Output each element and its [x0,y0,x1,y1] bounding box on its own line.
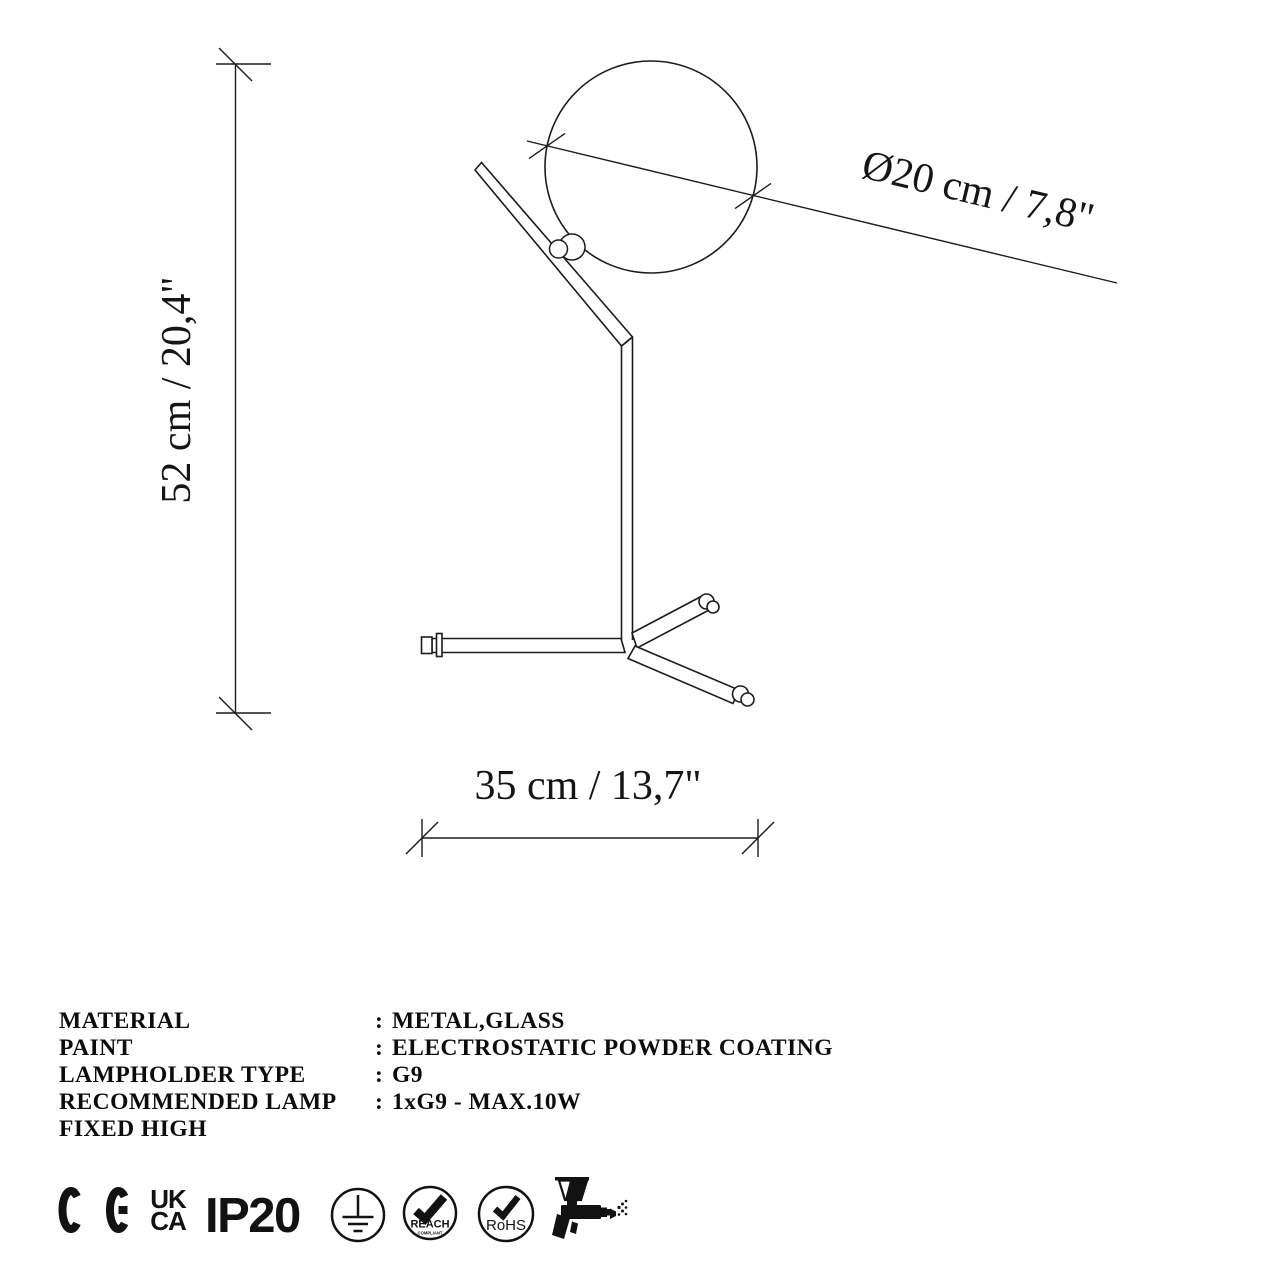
spec-table [59,1008,833,1143]
spec-label: LAMPHOLDER TYPE [59,1062,306,1088]
spec-value: 1xG9 - MAX.10W [392,1089,582,1115]
spec-row-fixed-high [59,1116,833,1143]
lamp-socket [550,234,586,260]
rohs-icon [477,1185,535,1243]
spec-row-lampholder [59,1062,833,1089]
lamp-base [422,594,755,706]
spec-label: RECOMMENDED LAMP [59,1089,337,1115]
ip-rating-label: IP20 [205,1189,300,1243]
reach-compliant-icon [402,1185,458,1241]
spec-value: G9 [392,1062,424,1088]
height-dimension-line [216,48,271,730]
ce-mark-icon [55,1186,141,1236]
spec-value: METAL,GLASS [392,1008,565,1034]
spec-separator: : [375,1035,384,1061]
spec-separator: : [375,1008,384,1034]
reach-label: REACH [410,1218,450,1231]
lamp-stem [622,337,633,640]
spec-label: FIXED HIGH [59,1116,207,1142]
spec-row-paint [59,1035,833,1062]
ukca-mark-icon [142,1184,194,1236]
spec-separator: : [375,1062,384,1088]
height-dimension-label: 52 cm / 20,4" [154,276,200,504]
ground-protection-icon [330,1187,386,1243]
spray-paint-icon [551,1176,629,1240]
spec-label: PAINT [59,1035,133,1061]
diameter-dimension-label: Ø20 cm / 7,8" [857,142,1099,242]
spec-label: MATERIAL [59,1008,191,1034]
width-dimension-line [406,819,774,857]
spec-value: ELECTROSTATIC POWDER COATING [392,1035,833,1061]
spec-separator [375,1116,392,1143]
width-dimension-label: 35 cm / 13,7" [474,763,702,809]
spec-row-material [59,1008,833,1035]
spec-row-recommended-lamp [59,1089,833,1116]
ukca-line1: UK [150,1184,186,1214]
rohs-label: RoHS [485,1217,527,1234]
ukca-line2: CA [150,1206,186,1236]
reach-sub-label: COMPLIANT [417,1230,443,1236]
spec-separator: : [375,1089,384,1115]
